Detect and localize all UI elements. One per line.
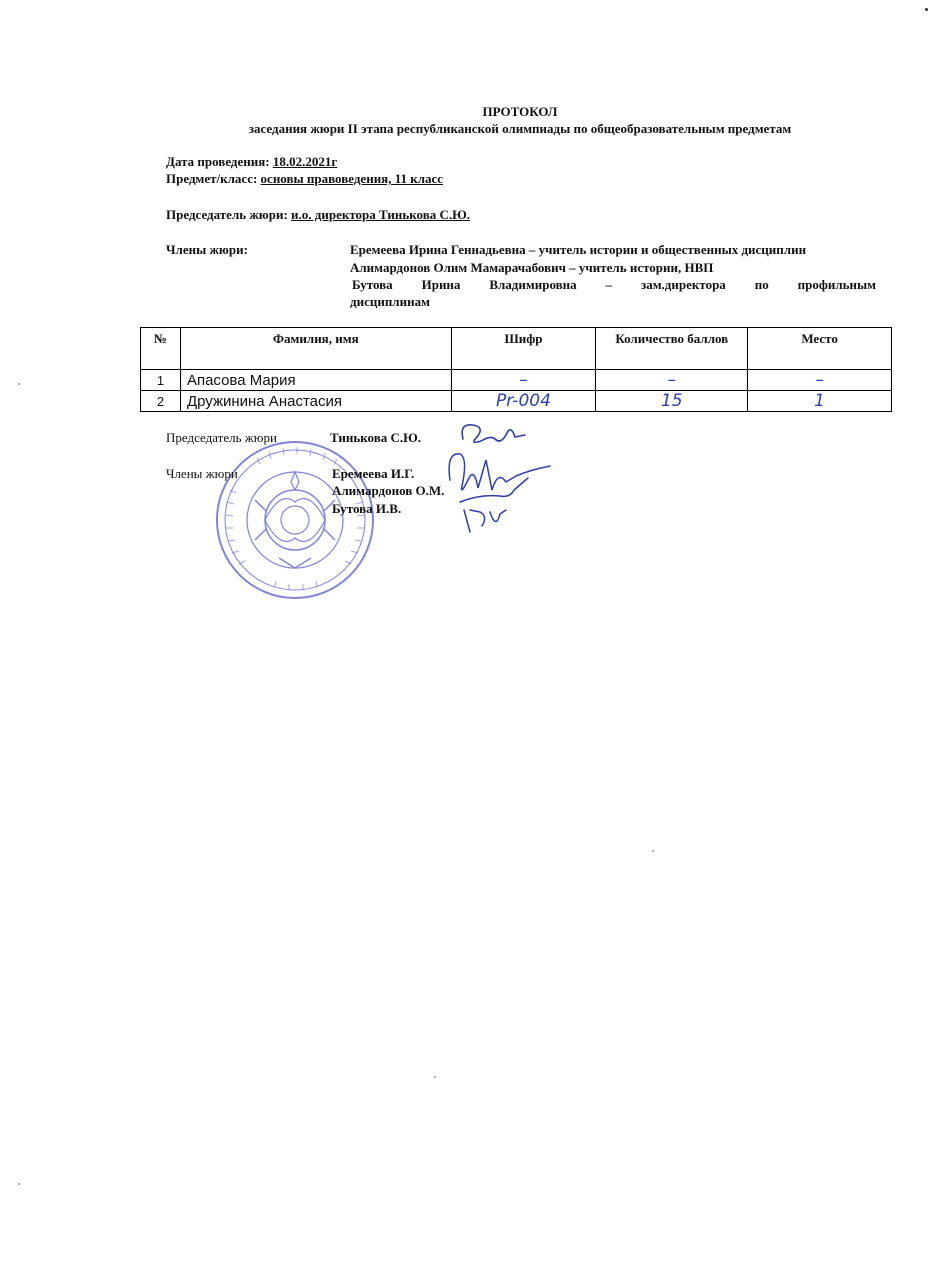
date-label: Дата проведения: [166, 154, 273, 169]
chair-label: Председатель жюри: [166, 207, 292, 222]
signature-chair-label: Председатель жюри [166, 430, 277, 445]
subject-label: Предмет/класс: [166, 171, 261, 186]
chair-line [166, 207, 470, 223]
row-place: 1 [748, 391, 892, 412]
row-name: Дружинина Анастасия [180, 391, 451, 412]
row-code: – [451, 370, 596, 391]
subject-line [166, 171, 443, 187]
header-score: Количество баллов [596, 328, 748, 370]
jury-member-1: Еремеева Ирина Геннадьевна – учитель истории и общественных дисциплин [350, 242, 807, 257]
row-place: – [748, 370, 892, 391]
jury-member-2: Алимардонов Олим Мамарачабович – учитель истории, НВП [350, 260, 714, 275]
results-table [140, 327, 892, 412]
official-stamp-seal [205, 440, 385, 600]
row-score: 15 [596, 391, 748, 412]
table-row [141, 370, 892, 391]
signature-member-2: Алимардонов О.М. [332, 483, 445, 498]
table-header-row [141, 328, 892, 370]
row-num: 2 [141, 391, 181, 412]
header-place: Место [748, 328, 892, 370]
date-line [166, 154, 337, 170]
jury-label: Члены жюри: [166, 242, 248, 257]
date-value: 18.02.2021г [272, 154, 338, 169]
signature-chair-name: Тинькова С.Ю. [330, 430, 421, 445]
signature-member-3: Бутова И.В. [332, 501, 402, 516]
row-name: Апасова Мария [180, 370, 451, 391]
members-signature-scribbles [440, 440, 560, 540]
table-row [141, 391, 892, 412]
signature-members-label: Члены жюри [166, 466, 238, 481]
header-code: Шифр [451, 328, 596, 370]
row-num: 1 [141, 370, 181, 391]
header-num: № [141, 328, 181, 370]
chair-value: и.о. директора Тинькова С.Ю. [291, 207, 471, 222]
header-name: Фамилия, имя [180, 328, 451, 370]
document-title: ПРОТОКОЛ [482, 104, 558, 119]
subject-value: основы правоведения, 11 класс [260, 171, 444, 186]
signature-member-1: Еремеева И.Г. [332, 466, 415, 481]
row-code: Pr-004 [451, 391, 596, 412]
document-subtitle: заседания жюри II этапа республиканской олимпиады по общеобразовательным предметам [248, 121, 792, 136]
row-score: – [596, 370, 748, 391]
jury-member-3: Бутова Ирина Владимировна – зам.директора по профильным [352, 277, 876, 292]
jury-member-3-cont: дисциплинам [350, 294, 430, 309]
